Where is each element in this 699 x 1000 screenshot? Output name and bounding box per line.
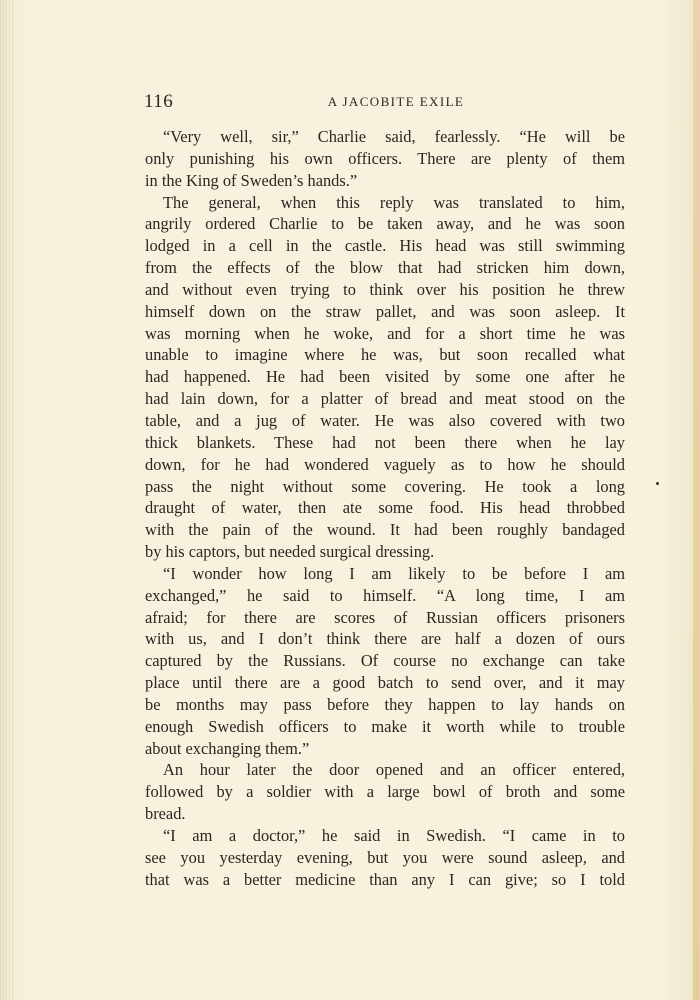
text-line: with the pain of the wound. It had been roughly bandaged [145, 520, 625, 540]
text-line: table, and a jug of water. He was also covered with two [145, 410, 625, 430]
page-binding-edge [0, 0, 14, 1000]
text-line: about exchanging them.” [145, 738, 310, 758]
page-number: 116 [144, 91, 174, 112]
text-line: see you yesterday evening, but you were sound asleep, and [145, 847, 625, 867]
text-line: lodged in a cell in the castle. His head was still swimming [145, 236, 625, 256]
text-line: was morning when he woke, and for a short time he was [145, 323, 625, 343]
text-line: captured by the Russians. Of course no exchange can take [145, 651, 625, 671]
text-line: place until there are a good batch to send over, and it may [145, 673, 625, 693]
text-line: followed by a soldier with a large bowl of broth and some [145, 782, 625, 802]
text-line: angrily ordered Charlie to be taken away, and he was soon [145, 214, 625, 234]
text-line: enough Swedish officers to make it worth while to trouble [145, 716, 625, 736]
text-line: from the effects of the blow that had stricken him down, [145, 258, 625, 278]
text-line: exchanged,” he said to himself. “A long time, I am [145, 585, 625, 605]
text-line: and without even trying to think over his position he threw [145, 279, 625, 299]
paper-speck [656, 482, 659, 485]
text-line: draught of water, then ate some food. His head throbbed [145, 498, 625, 518]
page-right-edge [693, 0, 699, 1000]
text-line: bread. [145, 804, 186, 824]
text-line: only punishing his own officers. There are plenty of them [145, 148, 625, 168]
text-line: had happened. He had been visited by some one after he [145, 367, 625, 387]
running-title: A JACOBITE EXILE [327, 94, 465, 109]
text-line: unable to imagine where he was, but soon recalled what [145, 345, 625, 365]
text-line: “I am a doctor,” he said in Swedish. “I came in to [163, 826, 625, 845]
text-line: The general, when this reply was translated to him, [163, 192, 625, 212]
text-line: had lain down, for a platter of bread and meat stood on the [145, 389, 625, 409]
text-line: “I wonder how long I am likely to be before I am [163, 563, 625, 583]
text-line: thick blankets. These had not been there when he lay [145, 432, 625, 452]
text-line: himself down on the straw pallet, and was soon asleep. It [145, 301, 625, 321]
text-line: that was a better medicine than any I can give; so I told [145, 869, 625, 889]
text-line: pass the night without some covering. He took a long [145, 476, 625, 496]
text-line: “Very well, sir,” Charlie said, fearlessly. “He will be [163, 127, 625, 146]
text-line: down, for he had wondered vaguely as to how he should [145, 454, 625, 474]
text-line: by his captors, but needed surgical dressing. [145, 542, 435, 562]
body-text [145, 126, 625, 891]
text-line: with us, and I don’t think there are half a dozen of ours [145, 629, 625, 649]
text-line: be months may pass before they happen to lay hands on [145, 694, 625, 714]
text-line: An hour later the door opened and an officer entered, [163, 760, 625, 780]
page-header [144, 91, 628, 113]
text-line: afraid; for there are scores of Russian officers prisoners [145, 607, 625, 627]
text-line: in the King of Sweden’s hands.” [145, 170, 358, 190]
